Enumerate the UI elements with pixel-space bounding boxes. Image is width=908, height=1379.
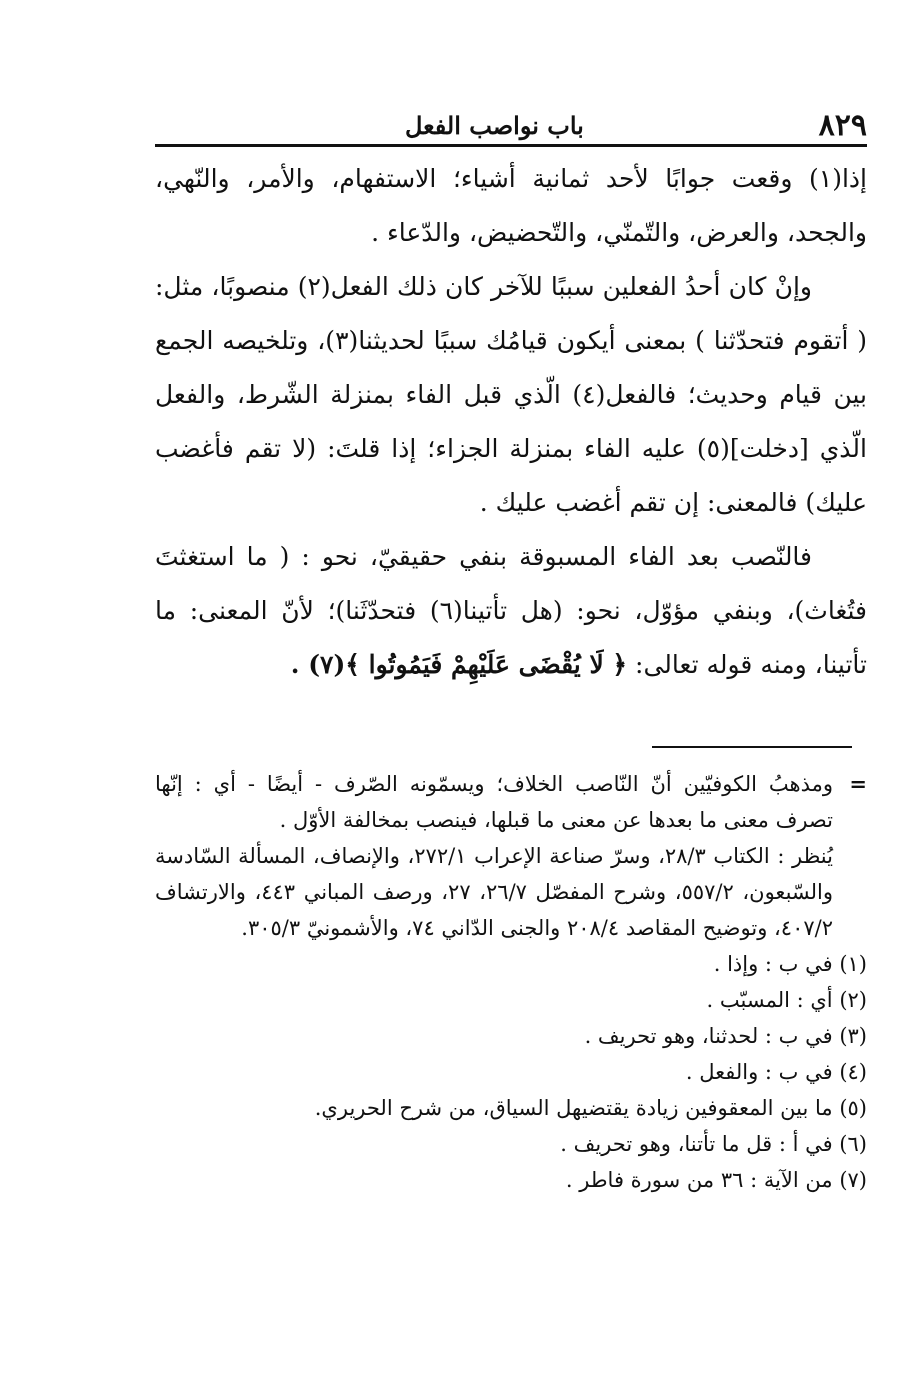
footnote-item: (٤) في ب : والفعل .: [685, 1060, 867, 1084]
footnote-item: (١) في ب : وإذا .: [713, 952, 867, 976]
continuation-mark: =: [849, 771, 867, 796]
page-header: [155, 106, 867, 144]
paragraph: إذا(١) وقعت جوابًا لأحد ثمانية أشياء؛ الاستفهام، والأمر، والنّهي، والجحد، والعرض، والتّمنّي، والتّحضيض، والدّعاء .: [155, 164, 867, 247]
footnote-separator: [652, 746, 852, 748]
footnote-item: (٣) في ب : لحدثنا، وهو تحريف .: [584, 1024, 867, 1048]
footnote-item: (٥) ما بين المعقوفين زيادة يقتضيهل السياق، من شرح الحريري.: [314, 1096, 867, 1120]
footnote-paragraph: ومذهبُ الكوفيّين أنّ النّاصب الخلاف؛ ويسمّونه الصّرف - أيضًا - أي : إنّها تصرف معنى ما بعدها عن معنى ما قبلها، فينصب بمخالفة الأوّل .: [155, 772, 833, 832]
paragraph: وإنْ كان أحدُ الفعلين سببًا للآخر كان ذلك الفعل(٢) منصوبًا، مثل: ( أتقوم فتحدّثنا ) بمعنى أيكون قيامُك سببًا لحديثنا(٣)، وتلخيصه الجمع بين قيام وحديث؛ فالفعل(٤) الّذي قبل الفاء بمنزلة الشّرط، والفعل الّذي [دخلت](٥) عليه الفاء بمنزلة الجزاء؛ إذا قلتَ: (لا تقم فأغضب عليك) فالمعنى: إن تقم أغضب عليك .: [155, 272, 867, 517]
paragraph: [155, 530, 867, 692]
continuation-text: [155, 766, 833, 946]
footnote-item: (٦) في أ : قل ما تأتنا، وهو تحريف .: [560, 1132, 867, 1156]
footnote-item: (٧) من الآية : ٣٦ من سورة فاطر .: [565, 1168, 867, 1192]
paragraph-text: فالنّصب بعد الفاء المسبوقة بنفي حقيقيّ، نحو : ( ما استغثتَ فتُغاث)، وبنفي مؤوّل، نحو: (هل تأتينا(٦) فتحدّثَنا)؛ لأنّ المعنى: ما تأتينا، ومنه قوله تعالى:: [155, 542, 868, 679]
header-rule: [155, 144, 867, 147]
footnote-paragraph: يُنظر : الكتاب ٢٨/٣، وسرّ صناعة الإعراب ٢٧٢/١، والإنصاف، المسألة السّادسة والسّبعون، ٥٥٧/٢، وشرح المفصّل ٢٦/٧، ٢٧، ورصف المباني ٤٤٣، والارتشاف ٤٠٧/٢، وتوضيح المقاصد ٢٠٨/٤ والجنى الدّاني ٧٤، والأشمونيّ ٣٠٥/٣.: [155, 844, 834, 940]
quran-verse: ﴿ لَا يُقْضَى عَلَيْهِمْ فَيَمُوتُوا ﴾(٧) .: [290, 650, 628, 679]
main-text: [155, 152, 867, 692]
footnotes: [155, 766, 867, 1198]
running-title: باب نواصب الفعل: [405, 110, 584, 140]
footnote-continuation: [155, 766, 867, 946]
footnote-item: (٢) أي : المسبّب .: [706, 988, 867, 1012]
page-number: ٨٢٩: [818, 107, 867, 143]
